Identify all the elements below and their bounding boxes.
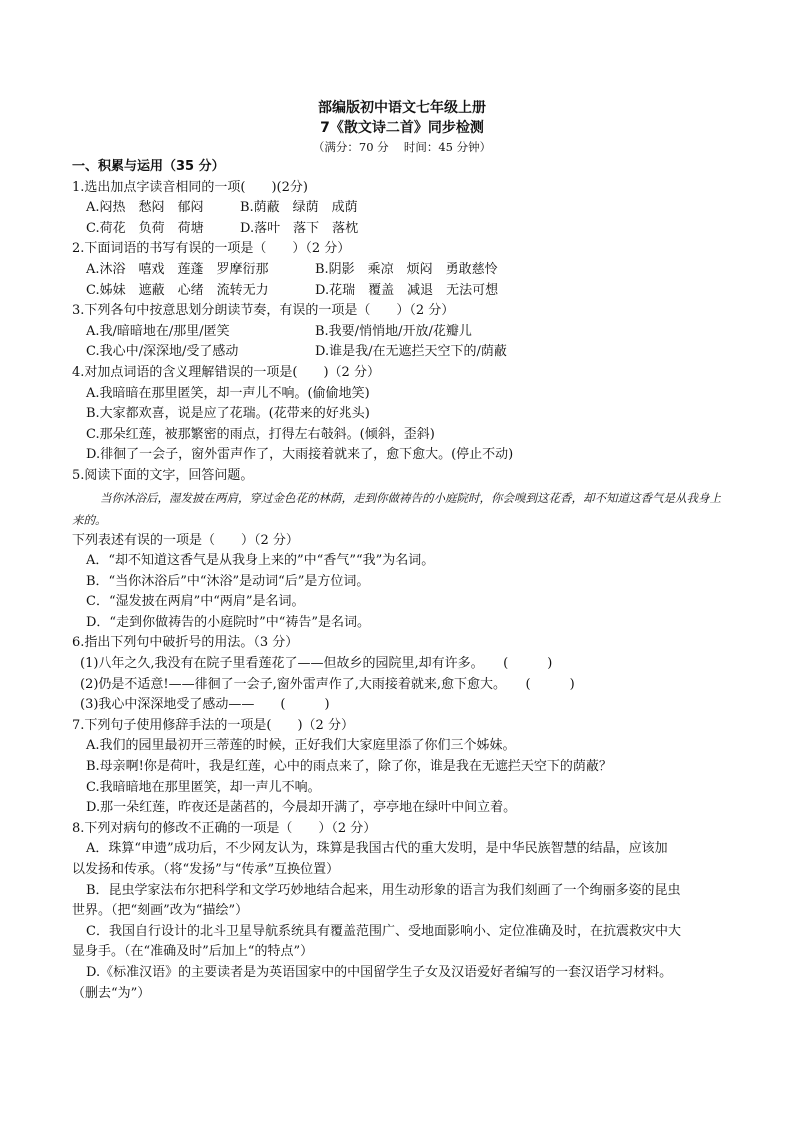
option-b: B.母亲啊!你是荷叶，我是红莲，心中的雨点来了，除了你，谁是我在无遮拦天空下的荫蔽？ [86,759,612,775]
option-d: D.花瑞 覆盖 减退 无法可想 [315,282,499,298]
option-b: B.阴影 乘凉 烦闷 勇敢慈怜 [315,261,498,277]
question-3-options-row-1 [72,322,732,343]
option-d-line-1: D.《标准汉语》的主要读者是为英语国家中的中国留学生子女及汉语爱好者编写的一套汉语学习材料。 [86,964,673,980]
option-d: D.落叶 落下 落枕 [240,220,359,236]
option-b-line-2: 世界。（把“刻画”改为“描绘”） [72,903,249,919]
question-7-stem: 7.下列句子使用修辞手法的一项是( )（2 分） [72,717,354,733]
exam-meta: （满分：70 分 时间：45 分钟） [312,140,492,154]
question-4-stem: 4.对加点词语的含义理解错误的一项是( )（2 分） [72,364,380,380]
question-5-stem: 5.阅读下面的文字，回答问题。 [72,467,254,483]
question-1-stem: 1.选出加点字读音相同的一项( )(2分) [72,179,308,195]
option-a: A.沐浴 嘻戏 莲蓬 罗摩衍那 [86,261,269,277]
question-6-stem: 6.指出下列句中破折号的用法。（3 分） [72,635,299,651]
option-a: A.我暗暗在那里匿笑，却一声儿不响。(偷偷地笑) [86,385,370,401]
page-subtitle: 7《散文诗二首》同步检测 [320,120,484,136]
option-b: B.我要/悄悄地/开放/花瓣儿 [315,323,472,339]
option-b: B．“当你沐浴后”中“沐浴”是动词“后”是方位词。 [86,573,370,589]
question-8-stem: 8.下列对病句的修改不正确的一项是（ ）（2 分） [72,820,377,836]
question-6-item-3: (3)我心中深深地受了感动—— ( ) [80,697,330,713]
option-c-line-2: 显身手。（在“准确及时”后加上“的特点”） [72,944,314,960]
option-d: D．“走到你做祷告的小庭院时”中“祷告”是名词。 [86,614,371,630]
option-c: C.姊妹 遮蔽 心绪 流转无力 [86,282,269,298]
option-d: D.谁是我/在无遮拦天空下的/荫蔽 [315,344,507,360]
question-1-options-row-1 [72,198,732,219]
option-a-line-1: A．珠算“申遗”成功后，不少网友认为，珠算是我国古代的重大发明，是中华民族智慧的结晶，应该加 [86,841,668,857]
question-2-stem: 2.下面词语的书写有误的一项是（ ）（2 分） [72,241,351,257]
option-a: A．“却不知道这香气是从我身上来的”中“香气”“我”为名词。 [86,553,435,569]
option-d: D.那一朵红莲，昨夜还是菡萏的，今晨却开满了，亭亭地在绿叶中间立着。 [86,800,517,816]
question-6-item-1: (1)八年之久,我没有在院子里看莲花了——但故乡的园院里,却有许多。 ( ) [80,656,553,672]
section-heading: 一、积累与运用（35 分） [72,159,225,174]
option-c-line-1: C．我国自行设计的北斗卫星导航系统具有覆盖范围广、受地面影响小、定位准确及时，在抗震救灾中大 [86,923,681,939]
question-2-options-row-2 [72,281,732,302]
option-d: D.徘徊了一会子，窗外雷声作了，大雨接着就来了，愈下愈大。(停止不动) [86,447,514,463]
option-b: B.荫蔽 绿荫 成荫 [240,200,358,216]
option-c: C．“湿发披在两肩”中“两肩”是名词。 [86,594,305,610]
question-2-options-row-1 [72,260,732,281]
option-b: B.大家都欢喜，说是应了花瑞。(花带来的好兆头) [86,406,370,422]
question-3-options-row-2 [72,342,732,363]
question-6-item-2: (2)仍是不适意!——徘徊了一会子,窗外雷声作了,大雨接着就来,愈下愈大。 ( ) [80,676,575,692]
page-title: 部编版初中语文七年级上册 [318,100,486,116]
reading-passage: 当你沐浴后，湿发披在两肩，穿过金色花的林荫，走到你做祷告的小庭院时，你会嗅到这花香，却不知道这香气是从我身上来的。 [72,490,721,527]
option-c: C.荷花 负荷 荷塘 [86,220,204,236]
option-a: A.我/暗暗地在/那里/匿笑 [86,323,230,339]
option-a: A.闷热 愁闷 郁闷 [86,200,204,216]
question-5-subquestion: 下列表述有误的一项是（ ）（2 分） [72,532,299,548]
option-d-line-2: （删去“为”） [72,985,151,1001]
option-c: C.我心中/深深地/受了感动 [86,344,239,360]
option-b-line-1: B．昆虫学家法布尔把科学和文学巧妙地结合起来，用生动形象的语言为我们刻画了一个绚丽多姿的昆虫 [86,882,681,898]
option-c: C.我暗暗地在那里匿笑，却一声儿不响。 [86,779,321,795]
option-a-line-2: 以发扬和传承。（将“发扬”与“传承”互换位置） [72,862,340,877]
option-c: C.那朵红莲，被那繁密的雨点，打得左右攲斜。(倾斜，歪斜) [86,426,435,442]
option-a: A.我们的园里最初开三蒂莲的时候，正好我们大家庭里添了你们三个姊妹。 [86,738,516,754]
question-3-stem: 3.下列各句中按意思划分朗读节奏，有误的一项是（ ）（2 分） [72,303,455,319]
question-1-options-row-2 [72,219,732,240]
